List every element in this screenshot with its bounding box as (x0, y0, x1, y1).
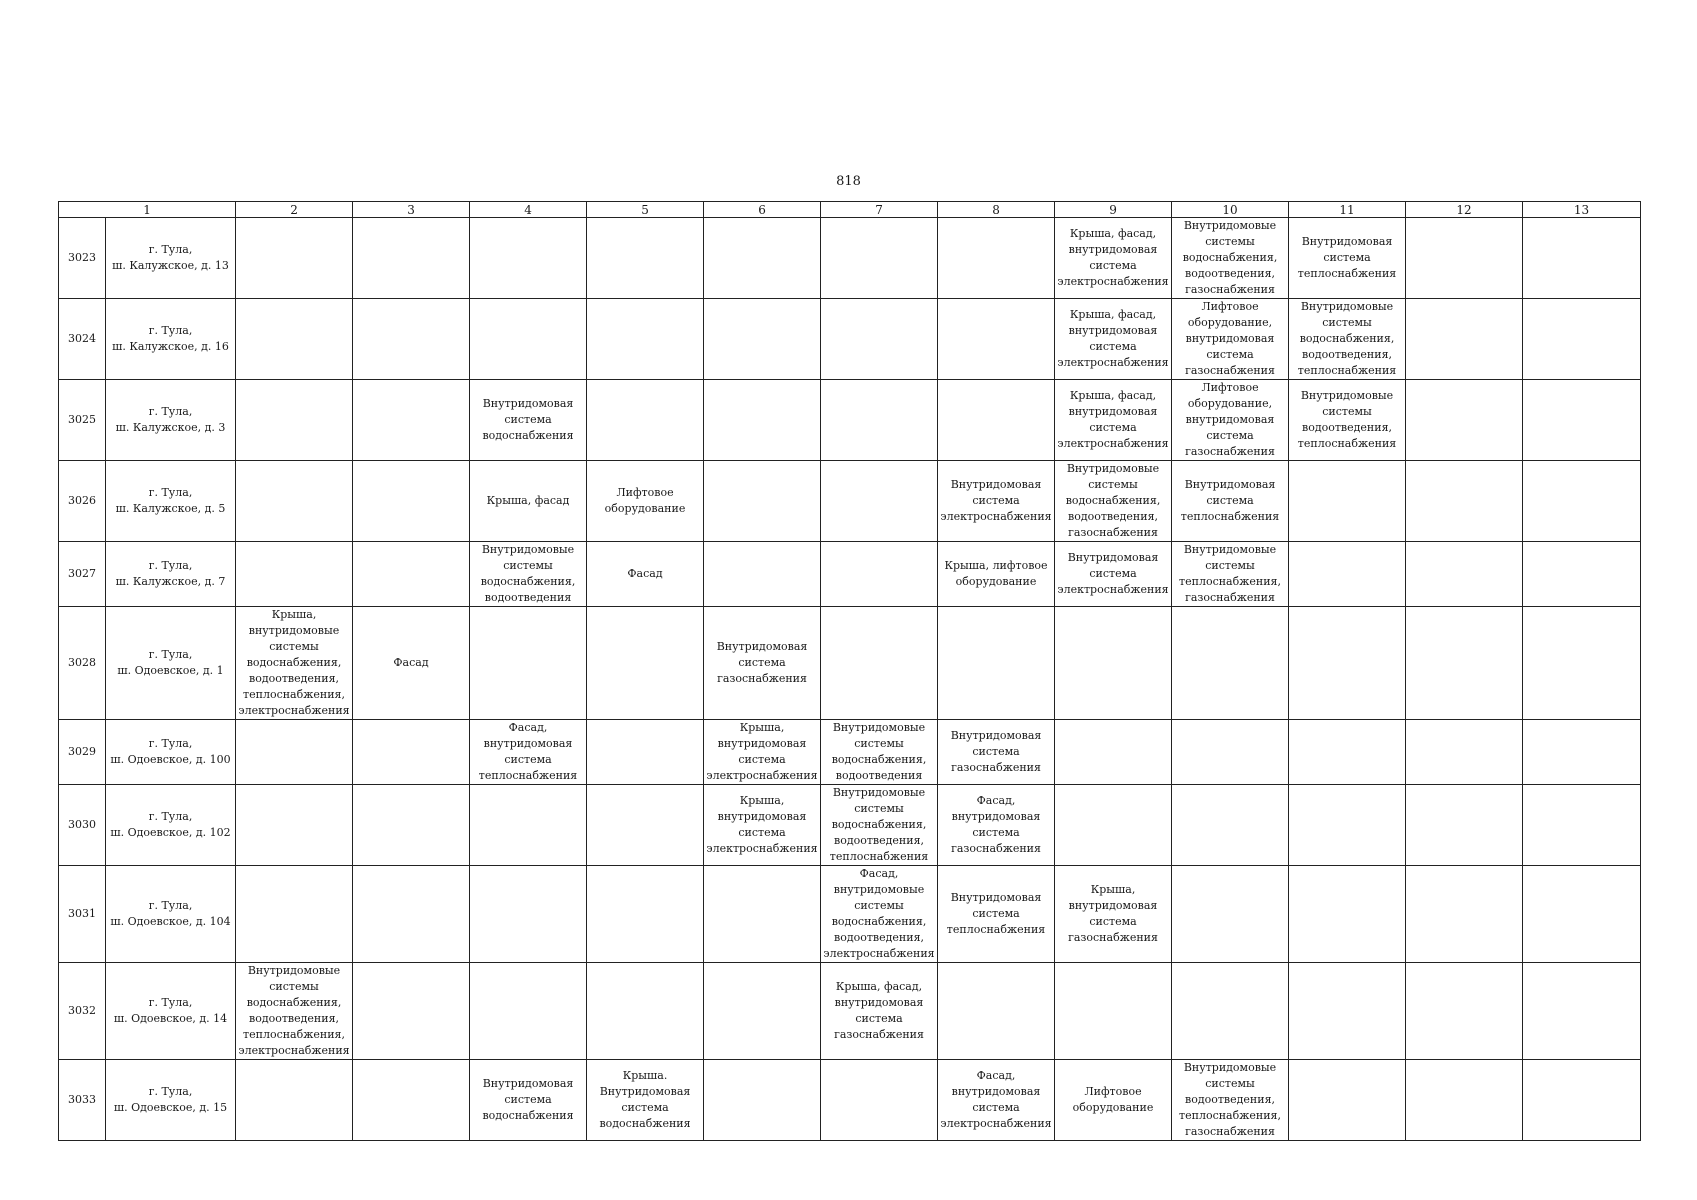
table-cell (470, 218, 587, 299)
column-header: 3 (353, 202, 470, 218)
table-cell (1289, 785, 1406, 866)
row-number: 3032 (59, 963, 106, 1060)
table-cell (1406, 299, 1523, 380)
column-header: 11 (1289, 202, 1406, 218)
row-number: 3027 (59, 542, 106, 607)
table-cell (1172, 866, 1289, 963)
table-row (59, 218, 1641, 299)
table-cell: Крыша, фасад, внутридомовая система электроснабжения (1055, 299, 1172, 380)
table-cell (470, 299, 587, 380)
table-cell: Внутридомовые системы водоотведения, теплоснабжения, газоснабжения (1172, 1060, 1289, 1141)
address-cell (106, 720, 236, 785)
table-cell: Крыша. Внутридомовая система водоснабжения (587, 1060, 704, 1141)
address-street: ш. Одоевское, д. 102 (110, 826, 231, 839)
table-cell: Крыша, внутридомовая система газоснабжения (1055, 866, 1172, 963)
address-city: г. Тула, (148, 996, 193, 1009)
table-cell (1406, 1060, 1523, 1141)
page-number: 818 (836, 174, 861, 189)
table-cell (236, 785, 353, 866)
table-cell (821, 218, 938, 299)
table-cell (470, 607, 587, 720)
table-cell (236, 720, 353, 785)
address-cell (106, 963, 236, 1060)
table-cell (704, 461, 821, 542)
table-cell (353, 380, 470, 461)
table-cell (353, 720, 470, 785)
table-cell: Крыша, фасад, внутридомовая система газоснабжения (821, 963, 938, 1060)
table-cell: Фасад (587, 542, 704, 607)
table-cell (1055, 607, 1172, 720)
table-cell (1055, 963, 1172, 1060)
table-cell (1055, 785, 1172, 866)
table-cell: Внутридомовая система электроснабжения (938, 461, 1055, 542)
table-cell: Лифтовое оборудование, внутридомовая система газоснабжения (1172, 380, 1289, 461)
table-cell: Внутридомовая система газоснабжения (704, 607, 821, 720)
table-cell (587, 218, 704, 299)
table-cell (938, 380, 1055, 461)
table-cell: Фасад, внутридомовая система теплоснабжения (470, 720, 587, 785)
address-street: ш. Одоевское, д. 14 (113, 1012, 228, 1025)
table-cell (1172, 963, 1289, 1060)
table-cell (353, 866, 470, 963)
table-cell (1523, 299, 1641, 380)
table-row (59, 380, 1641, 461)
address-street: ш. Калужское, д. 7 (115, 575, 226, 588)
address-city: г. Тула, (148, 810, 193, 823)
table-cell: Крыша, внутридомовые системы водоснабжения, водоотведения, теплоснабжения, электроснабжения (236, 607, 353, 720)
table-cell (1289, 963, 1406, 1060)
address-city: г. Тула, (148, 737, 193, 750)
row-number: 3028 (59, 607, 106, 720)
table-cell (236, 461, 353, 542)
table-cell (353, 963, 470, 1060)
table-cell: Фасад (353, 607, 470, 720)
table-cell: Лифтовое оборудование (1055, 1060, 1172, 1141)
table-cell (1172, 720, 1289, 785)
row-number: 3023 (59, 218, 106, 299)
table-cell (1172, 785, 1289, 866)
table-cell (704, 1060, 821, 1141)
table-cell: Внутридомовые системы водоснабжения, водоотведения, теплоснабжения, электроснабжения (236, 963, 353, 1060)
table-cell (587, 607, 704, 720)
table-cell (587, 963, 704, 1060)
table-cell (1523, 218, 1641, 299)
table-cell (1406, 380, 1523, 461)
column-header: 4 (470, 202, 587, 218)
table-cell (1406, 866, 1523, 963)
table-cell: Внутридомовые системы водоснабжения, водоотведения (470, 542, 587, 607)
table-cell (1289, 461, 1406, 542)
column-header: 12 (1406, 202, 1523, 218)
table-cell: Внутридомовые системы водоснабжения, водоотведения, газоснабжения (1055, 461, 1172, 542)
table-cell (1523, 380, 1641, 461)
table-cell (1055, 720, 1172, 785)
row-number: 3024 (59, 299, 106, 380)
address-cell (106, 380, 236, 461)
table-cell (1406, 607, 1523, 720)
table-row (59, 607, 1641, 720)
table-cell (704, 380, 821, 461)
address-street: ш. Калужское, д. 13 (112, 259, 229, 272)
column-header: 8 (938, 202, 1055, 218)
table-cell (1289, 542, 1406, 607)
table-cell (1406, 542, 1523, 607)
row-number: 3029 (59, 720, 106, 785)
address-cell (106, 542, 236, 607)
table-cell (938, 218, 1055, 299)
table-cell (821, 380, 938, 461)
table-cell (704, 963, 821, 1060)
table-cell: Крыша, фасад, внутридомовая система электроснабжения (1055, 218, 1172, 299)
address-cell (106, 866, 236, 963)
row-number: 3025 (59, 380, 106, 461)
address-street: ш. Одоевское, д. 1 (117, 664, 224, 677)
table-cell: Внутридомовая система теплоснабжения (1172, 461, 1289, 542)
table-cell (938, 963, 1055, 1060)
address-cell (106, 461, 236, 542)
address-city: г. Тула, (148, 899, 193, 912)
table-cell (353, 542, 470, 607)
table-cell (938, 607, 1055, 720)
row-number: 3033 (59, 1060, 106, 1141)
table-cell (470, 963, 587, 1060)
table-cell (1406, 785, 1523, 866)
table-cell: Внутридомовые системы водоотведения, теплоснабжения (1289, 380, 1406, 461)
table-cell (353, 299, 470, 380)
column-header: 2 (236, 202, 353, 218)
table-cell (353, 1060, 470, 1141)
address-cell (106, 1060, 236, 1141)
column-header: 1 (59, 202, 236, 218)
table-cell (470, 866, 587, 963)
table-cell: Крыша, внутридомовая система электроснабжения (704, 785, 821, 866)
table-cell (704, 299, 821, 380)
table-cell (704, 218, 821, 299)
address-city: г. Тула, (148, 559, 193, 572)
table-cell: Внутридомовые системы водоснабжения, водоотведения, теплоснабжения (1289, 299, 1406, 380)
table-cell (1523, 1060, 1641, 1141)
table-cell (1172, 607, 1289, 720)
schedule-table (58, 201, 1641, 1141)
table-cell: Внутридомовая система теплоснабжения (1289, 218, 1406, 299)
table-cell: Внутридомовая система теплоснабжения (938, 866, 1055, 963)
row-number: 3030 (59, 785, 106, 866)
table-cell (1523, 785, 1641, 866)
table-cell (236, 866, 353, 963)
table-cell (1289, 607, 1406, 720)
address-city: г. Тула, (148, 405, 193, 418)
table-cell (1406, 963, 1523, 1060)
address-city: г. Тула, (148, 486, 193, 499)
table-cell: Фасад, внутридомовые системы водоснабжения, водоотведения, электроснабжения (821, 866, 938, 963)
table-cell: Внутридомовые системы теплоснабжения, газоснабжения (1172, 542, 1289, 607)
table-cell (236, 542, 353, 607)
address-street: ш. Калужское, д. 3 (115, 421, 226, 434)
address-city: г. Тула, (148, 648, 193, 661)
column-header: 5 (587, 202, 704, 218)
table-cell (353, 785, 470, 866)
column-header: 7 (821, 202, 938, 218)
header-row (59, 202, 1641, 218)
table-cell (587, 380, 704, 461)
column-header: 13 (1523, 202, 1641, 218)
address-street: ш. Одоевское, д. 15 (113, 1101, 228, 1114)
table-row (59, 866, 1641, 963)
table-cell: Крыша, фасад (470, 461, 587, 542)
address-cell (106, 785, 236, 866)
column-header: 9 (1055, 202, 1172, 218)
table-cell (353, 218, 470, 299)
row-number: 3026 (59, 461, 106, 542)
address-cell (106, 218, 236, 299)
table-row (59, 299, 1641, 380)
table-cell (587, 720, 704, 785)
table-cell (587, 785, 704, 866)
row-number: 3031 (59, 866, 106, 963)
table-cell: Крыша, фасад, внутридомовая система электроснабжения (1055, 380, 1172, 461)
table-cell (1523, 866, 1641, 963)
table-cell (1523, 963, 1641, 1060)
address-street: ш. Калужское, д. 16 (112, 340, 229, 353)
table-cell: Лифтовое оборудование (587, 461, 704, 542)
table-cell (704, 542, 821, 607)
table-cell (1523, 461, 1641, 542)
table-cell (236, 218, 353, 299)
table-cell (236, 299, 353, 380)
table-cell (938, 299, 1055, 380)
address-street: ш. Одоевское, д. 104 (110, 915, 231, 928)
table-cell (704, 866, 821, 963)
table-cell (1523, 720, 1641, 785)
column-header: 6 (704, 202, 821, 218)
table-cell: Лифтовое оборудование, внутридомовая система газоснабжения (1172, 299, 1289, 380)
address-city: г. Тула, (148, 1085, 193, 1098)
table-row (59, 720, 1641, 785)
table-cell (1523, 542, 1641, 607)
table-row (59, 542, 1641, 607)
table-cell (1289, 1060, 1406, 1141)
table-cell (587, 299, 704, 380)
table-cell: Фасад, внутридомовая система электроснабжения (938, 1060, 1055, 1141)
table-cell (821, 299, 938, 380)
table-cell (821, 461, 938, 542)
table-cell (1289, 866, 1406, 963)
table-row (59, 461, 1641, 542)
table-cell: Внутридомовые системы водоснабжения, водоотведения (821, 720, 938, 785)
table-cell: Внутридомовые системы водоснабжения, водоотведения, газоснабжения (1172, 218, 1289, 299)
address-street: ш. Одоевское, д. 100 (110, 753, 231, 766)
table-cell (1523, 607, 1641, 720)
table-cell: Внутридомовые системы водоснабжения, водоотведения, теплоснабжения (821, 785, 938, 866)
table-cell (470, 785, 587, 866)
table-cell (821, 607, 938, 720)
table-cell: Внутридомовая система газоснабжения (938, 720, 1055, 785)
table-cell: Крыша, лифтовое оборудование (938, 542, 1055, 607)
table-cell: Внутридомовая система водоснабжения (470, 380, 587, 461)
table-cell: Крыша, внутридомовая система электроснабжения (704, 720, 821, 785)
table-cell (236, 380, 353, 461)
address-cell (106, 299, 236, 380)
table-cell: Внутридомовая система водоснабжения (470, 1060, 587, 1141)
address-city: г. Тула, (148, 324, 193, 337)
table-cell (1289, 720, 1406, 785)
table-cell (236, 1060, 353, 1141)
address-cell (106, 607, 236, 720)
table-cell (353, 461, 470, 542)
table-row (59, 963, 1641, 1060)
table-cell (1406, 720, 1523, 785)
table-cell (1406, 218, 1523, 299)
table-cell (587, 866, 704, 963)
column-header: 10 (1172, 202, 1289, 218)
table-cell: Фасад, внутридомовая система газоснабжения (938, 785, 1055, 866)
address-city: г. Тула, (148, 243, 193, 256)
table-cell (821, 1060, 938, 1141)
table-row (59, 1060, 1641, 1141)
table-cell: Внутридомовая система электроснабжения (1055, 542, 1172, 607)
table-cell (1406, 461, 1523, 542)
address-street: ш. Калужское, д. 5 (115, 502, 226, 515)
table-cell (821, 542, 938, 607)
table-row (59, 785, 1641, 866)
